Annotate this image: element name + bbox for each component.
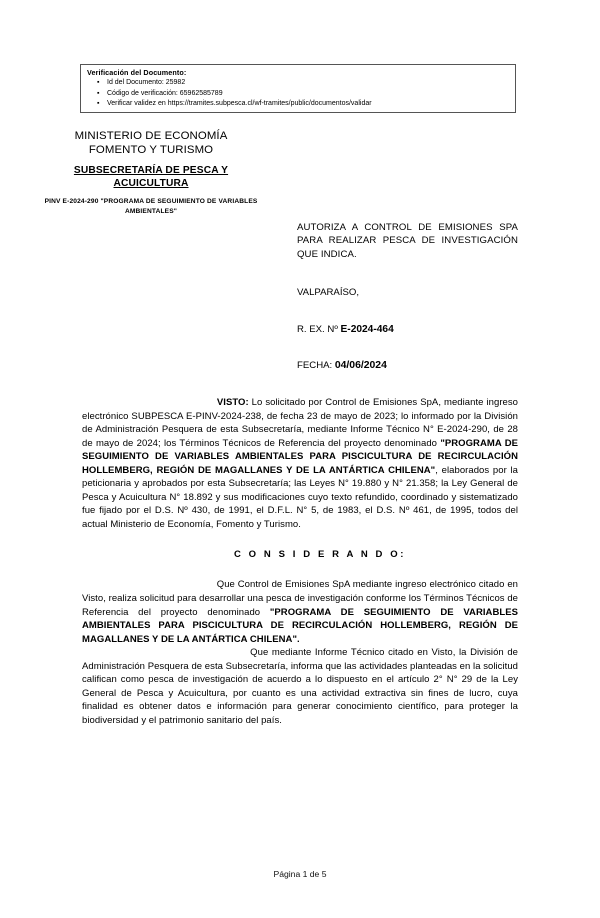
project-title: "PROGRAMA DE SEGUIMIENTO DE VARIABLES AMBIENTALES PARA PISCICULTURA DE RECIRCULACIÓN HOLLEMBERG, REGIÓN DE MAGALLANES Y DE LA ANTÁRTICA CHILENA" <box>82 606 519 645</box>
ministry-name <box>22 130 280 157</box>
considerando-1-text-part-2: . <box>297 633 300 645</box>
considerando-heading: C O N S I D E R A N D O: <box>233 549 406 561</box>
subsecretariat-name <box>22 165 280 190</box>
paragraph-considerando-2 <box>82 646 518 727</box>
visto-indent <box>82 397 217 408</box>
subsecretariat-line-1: SUBSECRETARÍA DE PESCA Y <box>73 165 229 177</box>
considerando-1-text-part-1: Que Control de Emisiones SpA mediante ingreso electrónico citado en Visto, realiza solicitud para desarrollar una pesca de investigación conforme los Términos Técnicos de Referencia del proyecto denominado <box>82 579 518 618</box>
verification-url: Verificar validez en https://tramites.subpesca.cl/wf-tramites/public/documentos/validar <box>107 100 372 107</box>
list-item <box>97 99 515 110</box>
bullet-icon: ▪ <box>97 89 100 97</box>
issue-date-line <box>297 359 518 372</box>
ministry-line-1: MINISTERIO DE ECONOMÍA <box>74 130 228 142</box>
paragraph-visto <box>82 396 518 531</box>
list-item <box>97 89 515 100</box>
list-item <box>97 78 515 89</box>
visto-text-part-1: Lo solicitado por Control de Emisiones SpA, mediante ingreso electrónico SUBPESCA E-PINV-2024-238, de fecha 23 de mayo de 2023; lo informado por la División de Administración Pesquera de esta Subsecretaría, mediante Informe Técnico N° E-2024-290, de 28 de mayo de 2024; los Términos Técnicos de Referencia del proyecto denominado <box>82 397 518 449</box>
bullet-icon: ▪ <box>97 79 100 86</box>
project-title: "PROGRAMA DE SEGUIMIENTO DE VARIABLES AMBIENTALES PARA PISCICULTURA DE RECIRCULACIÓN HOLLEMBERG, REGIÓN DE MAGALLANES Y DE LA ANTÁRTICA CHILENA" <box>82 437 518 476</box>
project-reference: PINV E-2024-290 "PROGRAMA DE SEGUIMIENTO DE VARIABLES AMBIENTALES" <box>44 198 258 215</box>
resolution-label: R. EX. Nº <box>297 323 338 335</box>
letterhead-left <box>22 130 280 216</box>
issue-place: VALPARAÍSO, <box>297 287 360 299</box>
document-verification-box <box>80 64 516 113</box>
considerando-1-indent <box>82 579 217 590</box>
visto-label: VISTO: <box>216 397 249 408</box>
date-value: 04/06/2024 <box>334 360 387 372</box>
date-label: FECHA: <box>297 360 333 372</box>
resolution-number: E-2024-464 <box>340 323 394 335</box>
subsecretariat-line-2: ACUICULTURA <box>113 177 189 189</box>
document-body <box>82 396 518 727</box>
page-number: Página 1 de 5 <box>273 869 327 879</box>
paragraph-considerando-1 <box>82 578 518 646</box>
resolution-number-line <box>297 323 518 336</box>
verification-title: Verificación del Documento: <box>87 68 187 77</box>
visto-text-part-2: , elaborados por la peticionaria y aprobados por esta Subsecretaría; las Leyes N° 19.880 y N° 21.358; la Ley General de Pesca y Acuicultura N° 18.892 y sus modificaciones cuyo texto refundido, coordinado y sistematizado fue fijado por el D.S. Nº 430, de 1991, el D.F.L. N° 5, de 1983, el D.S. Nº 461, de 1995, todos del actual Ministerio de Economía, Fomento y Turismo. <box>82 464 519 530</box>
ministry-line-2: FOMENTO Y TURISMO <box>88 143 214 156</box>
verification-document-id: Id del Documento: 25982 <box>107 79 186 86</box>
page-footer <box>0 869 600 879</box>
verification-list <box>81 78 515 110</box>
resolution-subject: AUTORIZA A CONTROL DE EMISIONES SPA PARA REALIZAR PESCA DE INVESTIGACIÓN QUE INDICA. <box>297 222 518 260</box>
verification-code: Código de verificación: 65962585789 <box>107 89 223 97</box>
letterhead-right <box>297 221 518 372</box>
considerando-2-indent <box>82 647 250 658</box>
considerando-2-text: Que mediante Informe Técnico citado en Visto, la División de Administración Pesquera de esta Subsecretaría, informa que las actividades planteadas en la solicitud califican como pesca de investigación de acuerdo a lo dispuesto en el artículo 2° N° 29 de la Ley General de Pesca y Acuicultura, por cuanto es una actividad extractiva sin fines de lucro, cuya finalidad es obtener datos e información para generar conocimiento científico, para proteger la biodiversidad y el patrimonio sanitario del país. <box>82 647 518 726</box>
bullet-icon: ▪ <box>97 100 100 107</box>
